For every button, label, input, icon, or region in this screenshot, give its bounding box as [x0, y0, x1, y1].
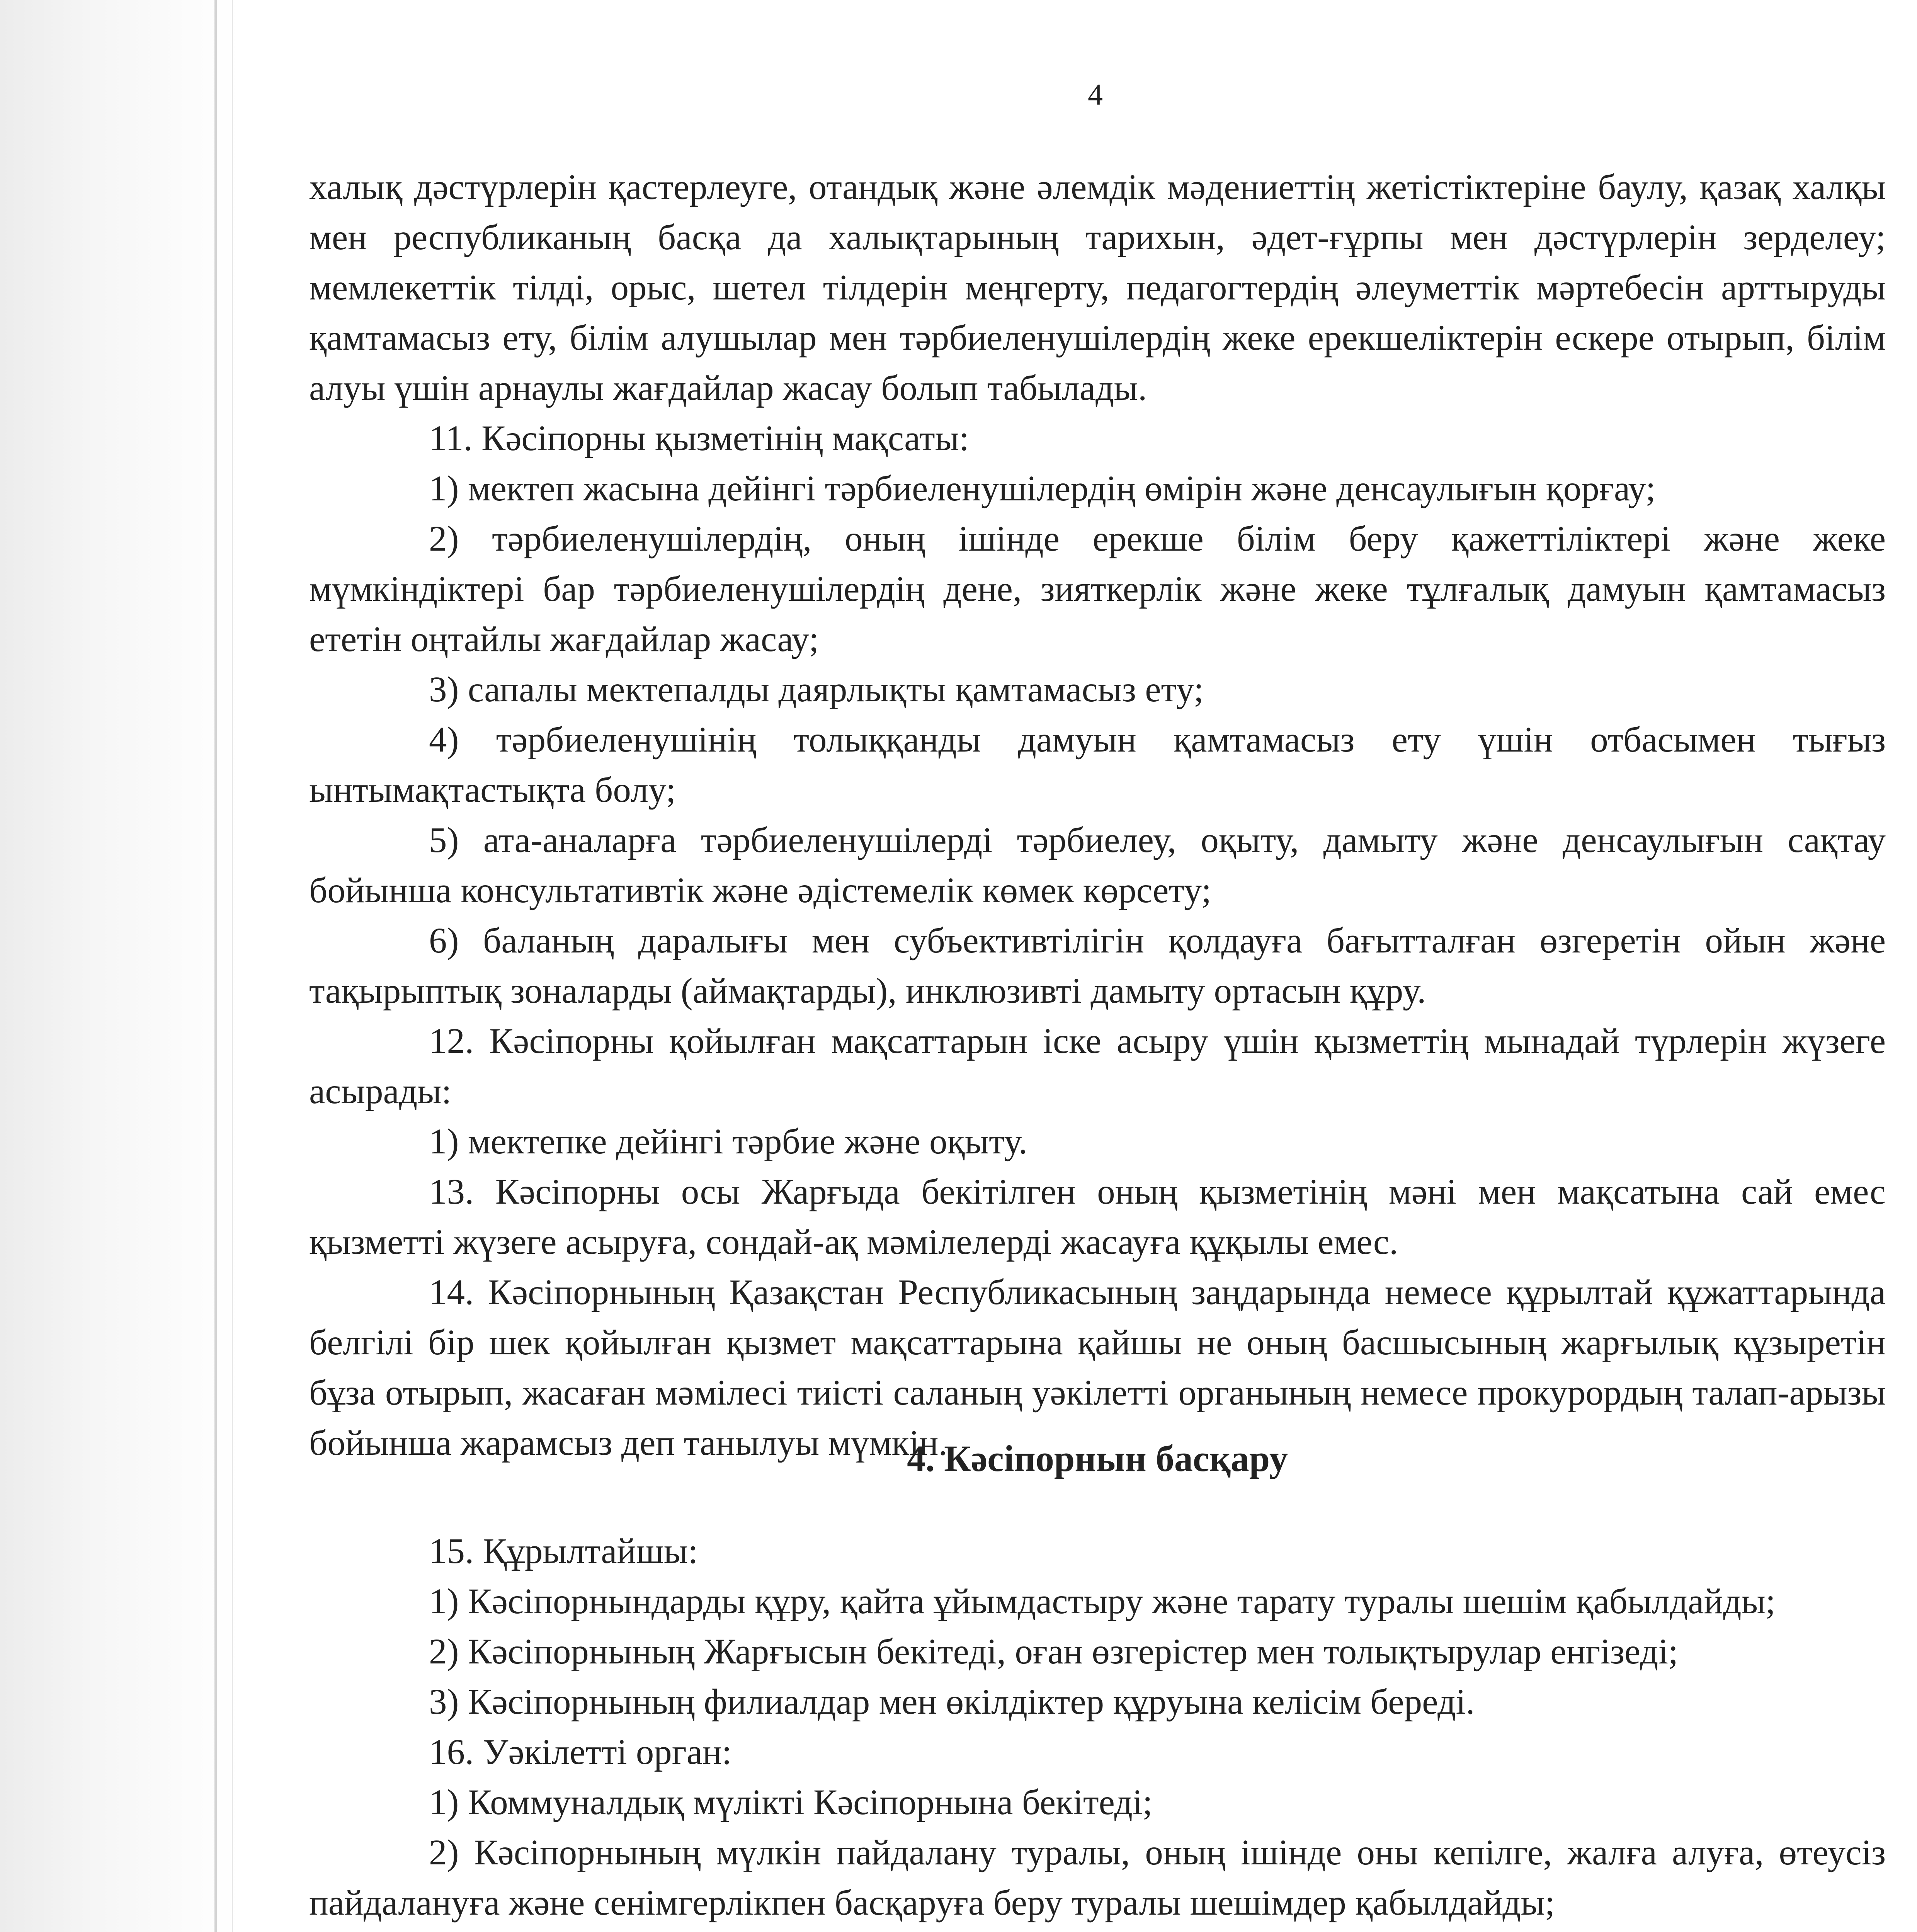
text-block-a [309, 162, 1886, 1468]
paragraph-continued: халық дәстүрлерін қастерлеуге, отандық және әлемдік мәдениеттің жетістіктеріне баулу, қазақ халқы мен республиканың басқа да халықтарының тарихын, әдет-ғұрпы мен дәстүрлерін зерделеу; мемлекеттік тілді, орыс, шетел тілдерін меңгерту, педагогтердің әлеуметтік мәртебесін арттыруды қамтамасыз ету, білім алушылар мен тәрбиеленушілердің жеке ерекшеліктерін ескере отырып, білім алуы үшін арнаулы жағдайлар жасау болып табылады. [309, 167, 1886, 408]
binding-edge [214, 0, 217, 1932]
clause-13: 13. Кәсіпорны осы Жарғыда бекітілген оның қызметінің мәні мен мақсатына сай емес қызметті жүзеге асыруға, сондай-ақ мәмілелерді жасауға құқылы емес. [309, 1172, 1886, 1262]
clause-16-item-1: 1) Коммуналдық мүлікті Кәсіпорнына бекітеді; [429, 1782, 1153, 1822]
clause-11-item-2: 2) тәрбиеленушілердің, оның ішінде ерекше білім беру қажеттіліктері және жеке мүмкіндіктері бар тәрбиеленушілердің дене, зияткерлік және жеке тұлғалық дамуын қамтамасыз ететін оңтайлы жағдайлар жасау; [309, 519, 1886, 659]
clause-11-item-1: 1) мектеп жасына дейінгі тәрбиеленушілердің өмірін және денсаулығын қорғау; [429, 469, 1656, 509]
scan-shadow [0, 0, 240, 1932]
clause-11-item-3: 3) сапалы мектепалды даярлықты қамтамасыз ету; [429, 670, 1204, 709]
clause-14: 14. Кәсіпорнының Қазақстан Республикасының заңдарында немесе құрылтай құжаттарында белгілі бір шек қойылған қызмет мақсаттарына қайшы не оның басшысының жарғылық құзыретін бұза отырып, жасаған мәмілесі тиісті саланың уәкілетті органының немесе прокурордың талап-арызы бойынша жарамсыз деп танылуы мүмкін. [309, 1272, 1886, 1463]
clause-15-item-1: 1) Кәсіпорнындарды құру, қайта ұйымдастыру және тарату туралы шешім қабылдайды; [429, 1582, 1776, 1621]
binding-edge-secondary [232, 0, 233, 1932]
clause-12: 12. Кәсіпорны қойылған мақсаттарын іске асыру үшін қызметтің мынадай түрлерін жүзеге асырады: [309, 1021, 1886, 1111]
page-number: 4 [1088, 78, 1103, 111]
clause-16-item-3 [309, 1928, 1886, 1932]
section-heading-block [309, 1434, 1886, 1484]
clause-15: 15. Құрылтайшы: [429, 1531, 698, 1571]
clause-12-item-1: 1) мектепке дейінгі тәрбие және оқыту. [429, 1122, 1027, 1162]
text-block-b [309, 1526, 1886, 1932]
section-heading: 4. Кәсіпорнын басқару [907, 1438, 1288, 1479]
clause-11-item-4: 4) тәрбиеленушінің толыққанды дамуын қамтамасыз ету үшін отбасымен тығыз ынтымақтастықта болу; [309, 720, 1886, 810]
clause-15-item-2: 2) Кәсіпорнының Жарғысын бекітеді, оған өзгерістер мен толықтырулар енгізеді; [429, 1632, 1679, 1672]
clause-11-item-5: 5) ата-аналарға тәрбиеленушілерді тәрбиелеу, оқыту, дамыту және денсаулығын сақтау бойынша консультативтік және әдістемелік көмек көрсету; [309, 820, 1886, 910]
clause-15-item-3: 3) Кәсіпорнының филиалдар мен өкілдіктер құруына келісім береді. [429, 1682, 1475, 1722]
clause-11-item-6: 6) баланың даралығы мен субъективтілігін қолдауға бағытталған өзгеретін ойын және тақырыптық зоналарды (аймақтарды), инклюзивті дамыту ортасын құру. [309, 921, 1886, 1011]
clause-16: 16. Уәкілетті орган: [429, 1732, 732, 1772]
clause-11: 11. Кәсіпорны қызметінің мақсаты: [429, 418, 969, 458]
clause-16-item-2: 2) Кәсіпорнының мүлкін пайдалану туралы, оның ішінде оны кепілге, жалға алуға, өтеусіз пайдалануға және сенімгерлікпен басқаруға беру туралы шешімдер қабылдайды; [309, 1833, 1886, 1923]
